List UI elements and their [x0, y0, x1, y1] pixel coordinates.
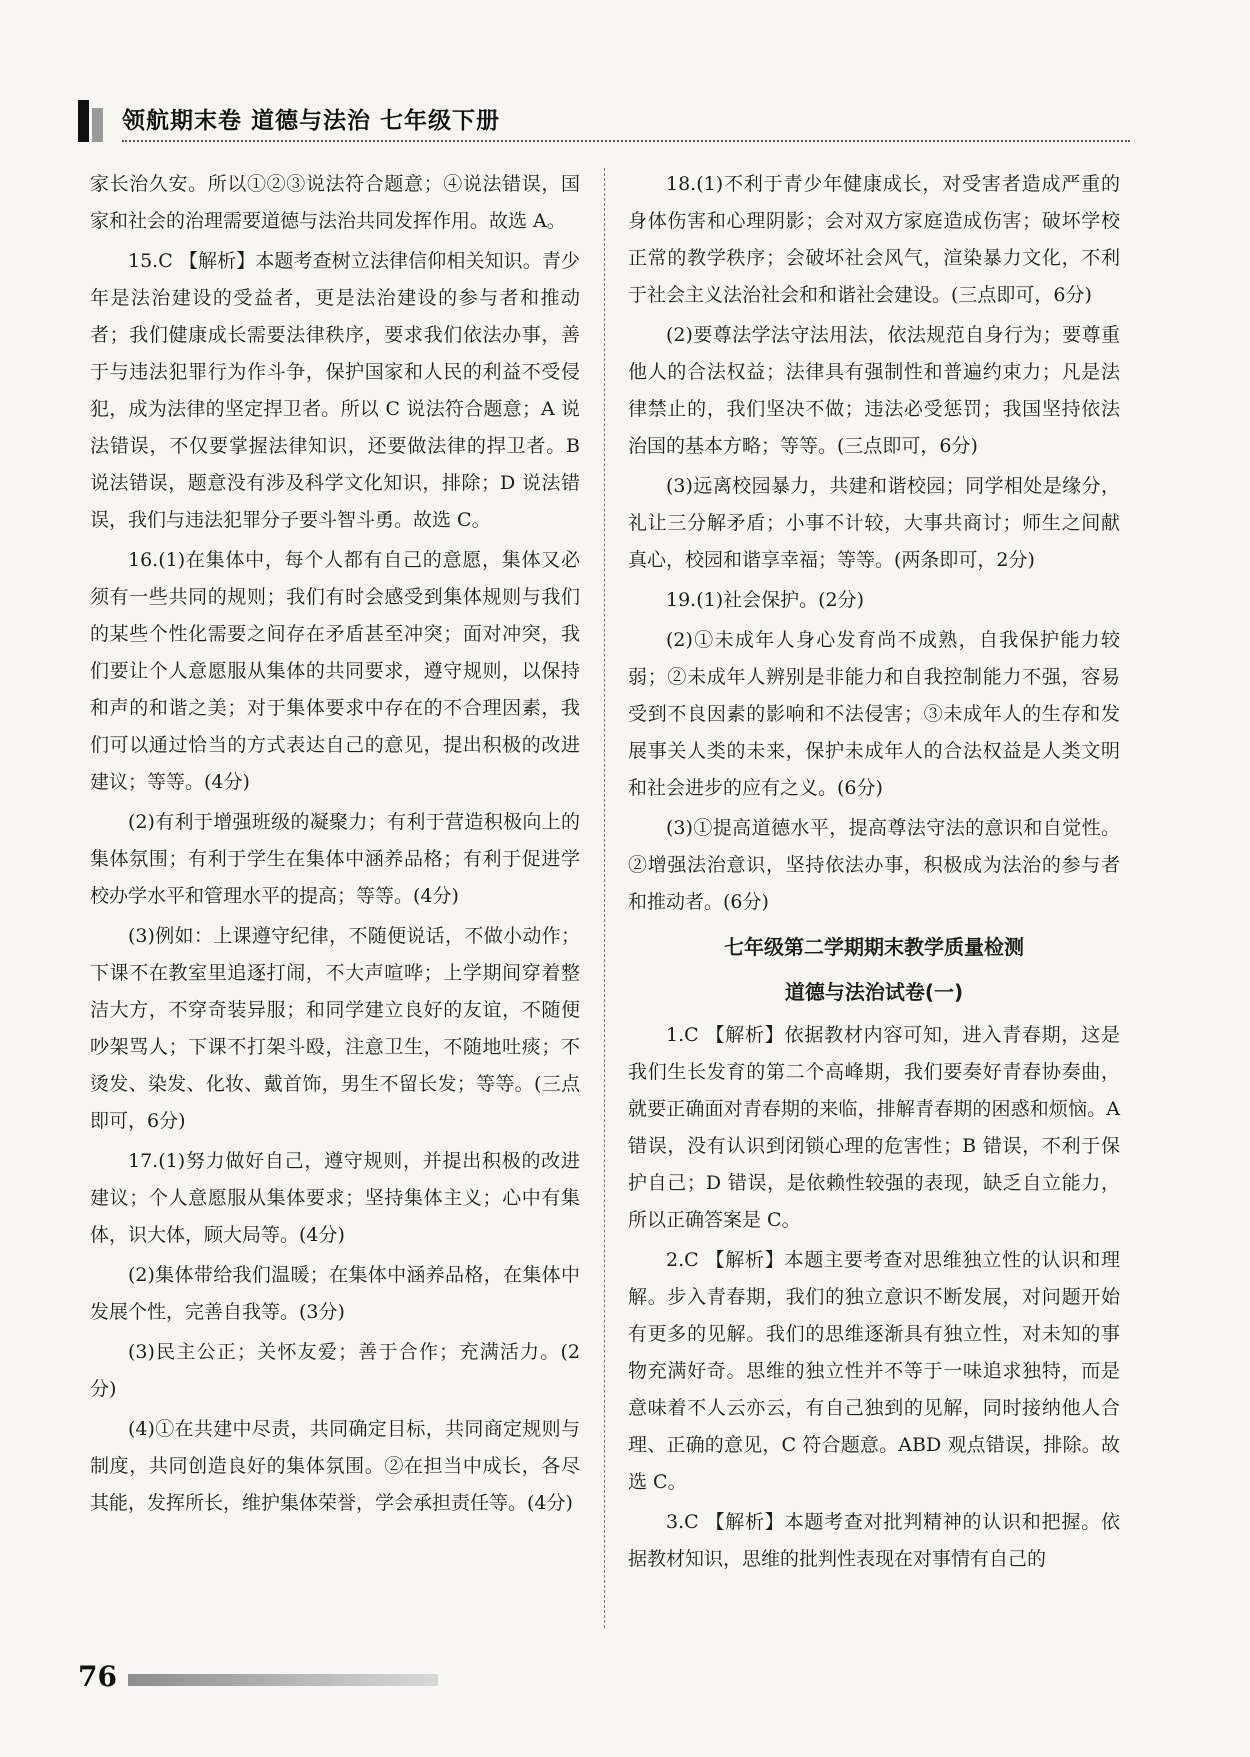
answer-paragraph: 17.(1)努力做好自己，遵守规则，并提出积极的改进建议；个人意愿服从集体要求；坚持集体主义；心中有集体，识大体，顾大局等。(4分)	[90, 1150, 580, 1246]
section-heading-line1: 七年级第二学期期末教学质量检测	[724, 935, 1024, 959]
answer-paragraph: 家长治久安。所以①②③说法符合题意；④说法错误，国家和社会的治理需要道德与法治共同发挥作用。故选 A。	[90, 173, 580, 232]
answer-paragraph: 16.(1)在集体中，每个人都有自己的意愿，集体又必须有一些共同的规则；我们有时会感受到集体规则与我们的某些个性化需要之间存在矛盾甚至冲突；面对冲突，我们要让个人意愿服从集体的共同要求，遵守规则，以保持和声的和谐之美；对于集体要求中存在的不合理因素，我们可以通过恰当的方式表达自己的意见，提出积极的改进建议；等等。(4分)	[90, 549, 580, 793]
answer-paragraph: 1.C 【解析】依据教材内容可知，进入青春期，这是我们生长发育的第二个高峰期，我们要奏好青春协奏曲，就要正确面对青春期的来临，排解青春期的困惑和烦恼。A 错误，没有认识到闭锁心理的危害性；B 错误，不利于保护自己；D 错误，是依赖性较强的表现，缺乏自立能力，所以正确答案是 C。	[628, 1024, 1120, 1231]
answer-paragraph: (3)民主公正；关怀友爱；善于合作；充满活力。(2分)	[90, 1341, 580, 1400]
page-number: 76	[78, 1660, 117, 1693]
header-title: 领航期末卷 道德与法治 七年级下册	[122, 108, 501, 134]
section-heading-line2: 道德与法治试卷(一)	[784, 980, 964, 1004]
answer-paragraph: 15.C 【解析】本题考查树立法律信仰相关知识。青少年是法治建设的受益者，更是法治建设的参与者和推动者；我们健康成长需要法律秩序，要求我们依法办事，善于与违法犯罪行为作斗争，保护国家和人民的利益不受侵犯，成为法律的坚定捍卫者。所以 C 说法符合题意；A 说法错误，不仅要掌握法律知识，还要做法律的捍卫者。B 说法错误，题意没有涉及科学文化知识，排除；D 说法错误，我们与违法犯罪分子要斗智斗勇。故选 C。	[90, 250, 580, 531]
logo-bar-gray	[92, 108, 103, 142]
footer-decor-bar	[128, 1674, 438, 1686]
logo-bar-dark	[78, 100, 89, 142]
answer-paragraph: (2)有利于增强班级的凝聚力；有利于营造积极向上的集体氛围；有利于学生在集体中涵养品格；有利于促进学校办学水平和管理水平的提高；等等。(4分)	[90, 811, 580, 907]
right-column	[628, 166, 1120, 1581]
column-divider	[604, 168, 605, 1628]
header-dotted-rule	[122, 140, 1130, 142]
answer-paragraph: (3)远离校园暴力，共建和谐校园；同学相处是缘分，礼让三分解矛盾；小事不计较，大事共商讨；师生之间献真心，校园和谐享幸福；等等。(两条即可，2分)	[628, 475, 1120, 571]
answer-paragraph: (4)①在共建中尽责，共同确定目标，共同商定规则与制度，共同创造良好的集体氛围。②在担当中成长，各尽其能，发挥所长，维护集体荣誉，学会承担责任等。(4分)	[90, 1418, 580, 1514]
answer-paragraph: (3)例如：上课遵守纪律，不随便说话，不做小动作；下课不在教室里追逐打闹，不大声喧哗；上学期间穿着整洁大方，不穿奇装异服；和同学建立良好的友谊，不随便吵架骂人；下课不打架斗殴，注意卫生，不随地吐痰；不烫发、染发、化妆、戴首饰，男生不留长发；等等。(三点即可，6分)	[90, 925, 580, 1132]
answer-paragraph: (2)①未成年人身心发育尚不成熟，自我保护能力较弱；②未成年人辨别是非能力和自我控制能力不强，容易受到不良因素的影响和不法侵害；③未成年人的生存和发展事关人类的未来，保护未成年人的合法权益是人类文明和社会进步的应有之义。(6分)	[628, 629, 1120, 799]
answer-paragraph: (3)①提高道德水平，提高尊法守法的意识和自觉性。②增强法治意识，坚持依法办事，积极成为法治的参与者和推动者。(6分)	[628, 817, 1120, 913]
answer-paragraph: (2)要尊法学法守法用法，依法规范自身行为；要尊重他人的合法权益；法律具有强制性和普遍约束力；凡是法律禁止的，我们坚决不做；违法必受惩罚；我国坚持依法治国的基本方略；等等。(三点即可，6分)	[628, 324, 1120, 457]
answer-paragraph: (2)集体带给我们温暖；在集体中涵养品格，在集体中发展个性，完善自我等。(3分)	[90, 1264, 580, 1323]
left-column	[90, 166, 580, 1525]
answer-paragraph: 3.C 【解析】本题考查对批判精神的认识和把握。依据教材知识，思维的批判性表现在对事情有自己的	[628, 1511, 1120, 1570]
answer-paragraph: 19.(1)社会保护。(2分)	[666, 589, 865, 611]
answer-paragraph: 2.C 【解析】本题主要考查对思维独立性的认识和理解。步入青春期，我们的独立意识不断发展，对问题开始有更多的见解。我们的思维逐渐具有独立性，对未知的事物充满好奇。思维的独立性并不等于一味追求独特，而是意味着不人云亦云，有自己独到的见解，同时接纳他人合理、正确的意见，C 符合题意。ABD 观点错误，排除。故选 C。	[628, 1249, 1120, 1493]
page-header	[78, 96, 1130, 146]
answer-paragraph: 18.(1)不利于青少年健康成长，对受害者造成严重的身体伤害和心理阴影；会对双方家庭造成伤害；破坏学校正常的教学秩序；会破坏社会风气，渲染暴力文化，不利于社会主义法治社会和和谐社会建设。(三点即可，6分)	[628, 173, 1120, 306]
header-logo-mark	[78, 100, 108, 142]
